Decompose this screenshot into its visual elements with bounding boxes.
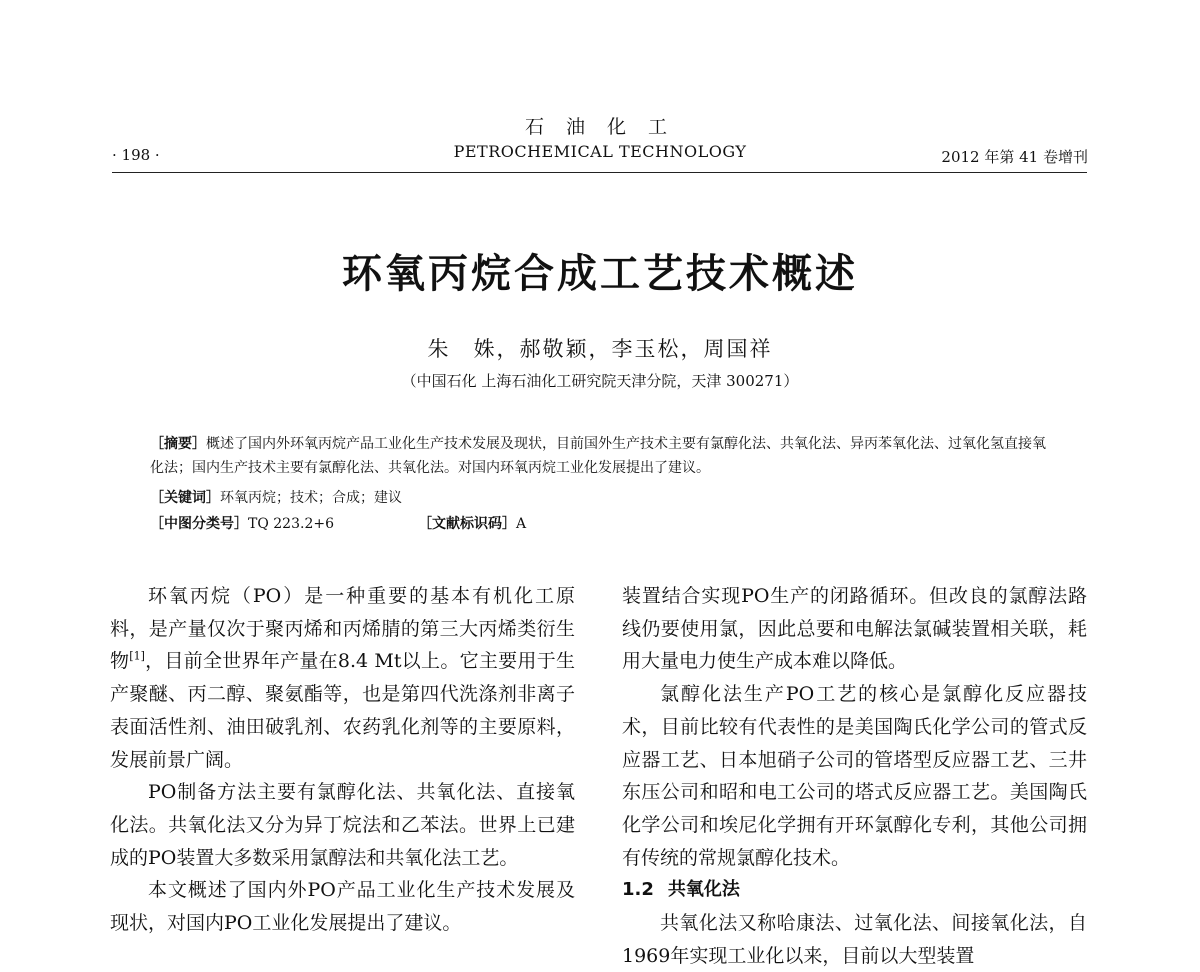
abstract [150, 432, 1050, 480]
page-number: · 198 · [112, 146, 160, 164]
section-heading [622, 874, 1087, 907]
journal-name-cn: 石 油 化 工 [524, 116, 676, 138]
journal-name-en: PETROCHEMICAL TECHNOLOGY [453, 142, 747, 161]
abstract-label: ［摘要］ [150, 436, 206, 452]
header-rule [112, 172, 1087, 173]
keywords [150, 486, 1050, 510]
section-title: 共氧化法 [667, 879, 740, 901]
paragraph: PO制备方法主要有氯醇化法、共氧化法、直接氧化法。共氧化法又分为异丁烷法和乙苯法。世界上已建成的PO装置大多数采用氯醇法和共氧化法工艺。 [110, 781, 575, 869]
keywords-text: 环氧丙烷；技术；合成；建议 [220, 490, 402, 506]
issue-info: 2012 年第 41 卷增刊 [941, 148, 1088, 166]
doc-label: ［文献标识码］ [418, 516, 516, 532]
paragraph: 氯醇化法生产PO工艺的核心是氯醇化反应器技术，目前比较有代表性的是美国陶氏化学公司的管式反应器工艺、日本旭硝子公司的管塔型反应器工艺、三井东压公司和昭和电工公司的塔式反应器工艺。美国陶氏化学公司和埃尼化学拥有开环氯醇化专利，其他公司拥有传统的常规氯醇化技术。 [622, 683, 1087, 869]
body-column-right [622, 580, 1087, 972]
classification-line [150, 512, 1050, 536]
paragraph [110, 580, 575, 776]
class-code: TQ 223.2+6 [248, 516, 334, 532]
article-authors: 朱 姝，郝敬颖，李玉松，周国祥 [427, 337, 773, 361]
document-code [418, 512, 526, 536]
paragraph: 本文概述了国内外PO产品工业化生产技术发展及现状，对国内PO工业化发展提出了建议。 [110, 879, 575, 935]
body-column-left [110, 580, 575, 940]
keywords-label: ［关键词］ [150, 490, 220, 506]
paragraph-text: 环氧丙烷（PO）是一种重要的基本有机化工原料，是产量仅次于聚丙烯和丙烯腈的第三大丙烯类衍生物 [110, 585, 575, 673]
citation-ref: [1] [129, 650, 145, 664]
class-label: ［中图分类号］ [150, 516, 248, 532]
abstract-text: 概述了国内外环氧丙烷产品工业化生产技术发展及现状，目前国外生产技术主要有氯醇化法、共氧化法、异丙苯氧化法、过氧化氢直接氧化法；国内生产技术主要有氯醇化法、共氧化法。对国内环氧丙烷工业化发展提出了建议。 [150, 436, 1046, 476]
paragraph-text: ，目前全世界年产量在8.4 Mt以上。它主要用于生产聚醚、丙二醇、聚氨酯等，也是第四代洗涤剂非离子表面活性剂、油田破乳剂、农药乳化剂等的主要原料，发展前景广阔。 [110, 650, 575, 771]
article-title: 环氧丙烷合成工艺技术概述 [342, 251, 858, 297]
paragraph: 装置结合实现PO生产的闭路循环。但改良的氯醇法路线仍要使用氯，因此总要和电解法氯碱装置相关联，耗用大量电力使生产成本难以降低。 [622, 585, 1087, 673]
paragraph: 共氧化法又称哈康法、过氧化法、间接氧化法，自1969年实现工业化以来，目前以大型装置 [622, 912, 1087, 967]
doc-code: A [516, 516, 527, 532]
section-number: 1.2 [622, 879, 654, 901]
article-affiliation: （中国石化 上海石油化工研究院天津分院，天津 300271） [401, 372, 799, 390]
